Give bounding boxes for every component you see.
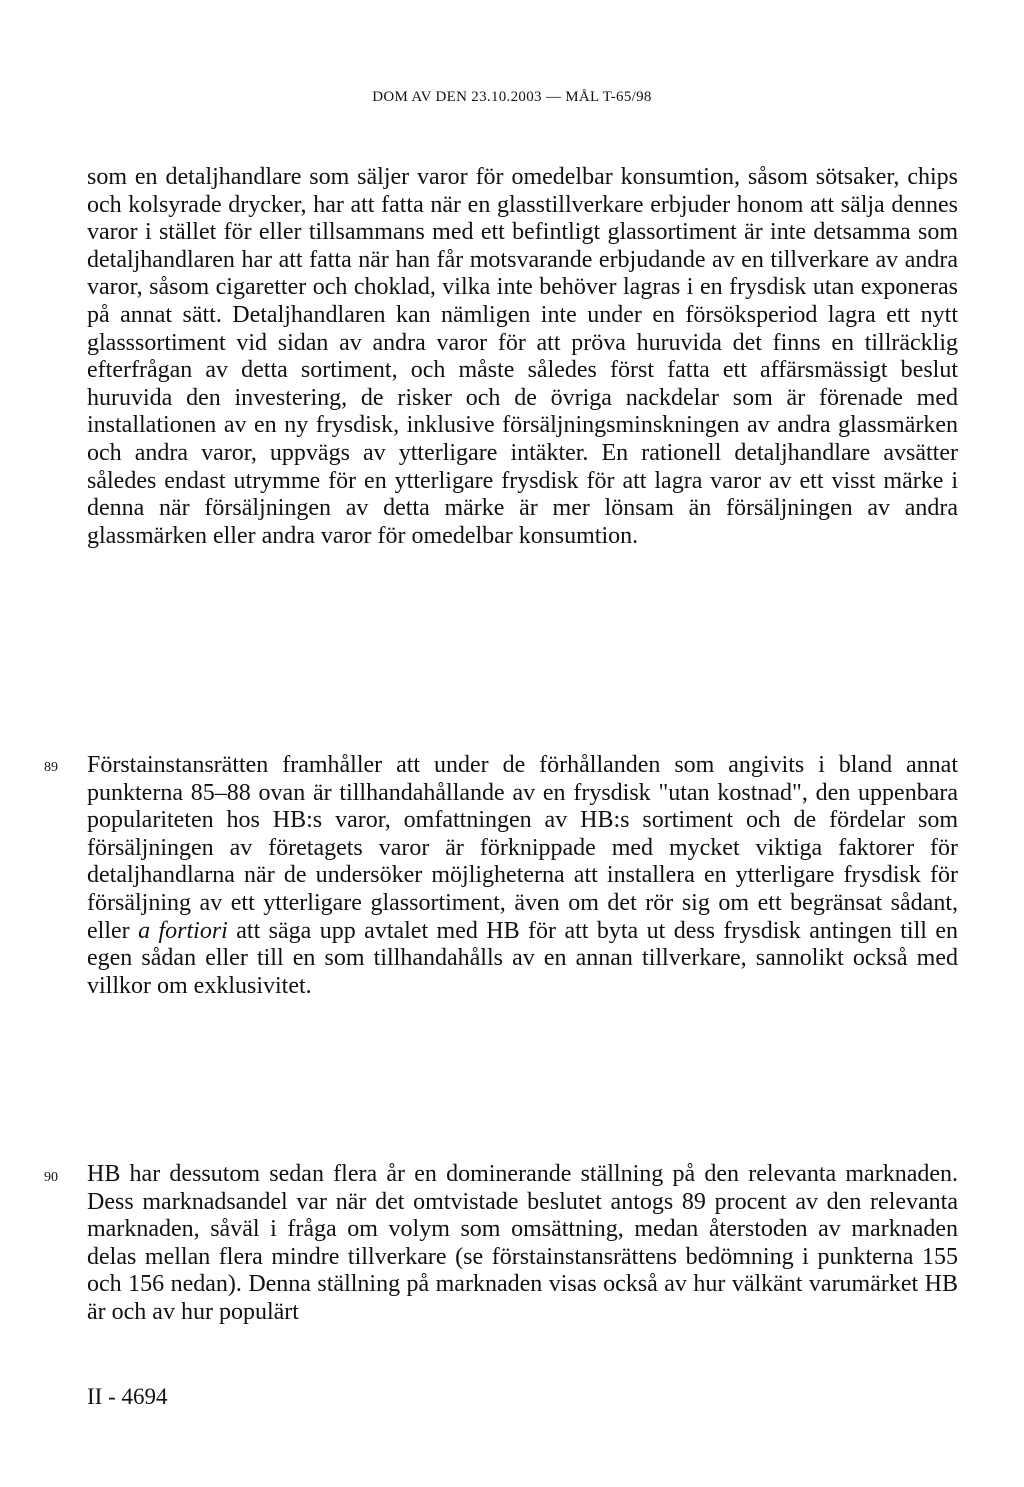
paragraph-continuation: som en detaljhandlare som säljer varor för omedelbar konsumtion, såsom sötsaker, chips och kolsyrade drycker, har att fatta när en glasstillverkare erbjuder honom att sälja dennes varor i stället för eller tillsammans med ett befintligt glassortiment är inte detsamma som detaljhandlaren har att fatta när han får motsvarande erbjudande av en tillverkare av andra varor, såsom cigaretter och choklad, vilka inte behöver lagras i en frysdisk utan exponeras på annat sätt. Detaljhandlaren kan nämligen inte under en försöksperiod lagra ett nytt glasssortiment vid sidan av andra varor för att pröva huruvida det finns en tillräcklig efterfrågan av detta sortiment, och måste således först fatta ett affärsmässigt beslut huruvida den investering, de risker och de övriga nackdelar som är förenade med installationen av en ny frysdisk, inklusive försäljningsminskningen av andra glassmärken och andra varor, uppvägs av ytterligare intäkter. En rationell detaljhandlare avsätter således endast utrymme för en ytterligare frysdisk för att lagra varor av ett visst märke i denna när försäljningen av detta märke är mer lönsam än försäljningen av andra glassmärken eller andra varor för omedelbar konsumtion. (87, 164, 958, 549)
paragraph-number: 89 (44, 760, 58, 775)
paragraph-89 (87, 752, 958, 1000)
running-header: DOM AV DEN 23.10.2003 — MÅL T-65/98 (372, 89, 652, 105)
paragraph-89-text-end: att säga upp avtalet med HB för att byta ut dess frysdisk antingen till en egen sådan eller till en som tillhandahålls av en annan tillverkare, sannolikt också med villkor om exklusivitet. (87, 917, 959, 999)
paragraph-number: 90 (44, 1170, 58, 1185)
paragraph-90: HB har dessutom sedan flera år en dominerande ställning på den relevanta marknaden. Dess marknadsandel var när det omtvistade beslutet antogs 89 procent av den relevanta marknaden, såväl i fråga om volym som omsättning, medan återstoden av marknaden delas mellan flera mindre tillverkare (se förstainstansrättens bedömning i punkterna 155 och 156 nedan). Denna ställning på marknaden visas också av hur välkänt varumärket HB är och av hur populärt (87, 1161, 958, 1325)
paragraph-89-text-start: Förstainstansrätten framhåller att under de förhållanden som angivits i bland annat punkterna 85–88 ovan är tillhandahållande av en frysdisk "utan kostnad", den uppenbara populariteten hos HB:s varor, omfattningen av HB:s sortiment och de fördelar som försäljningen av företagets varor är förknippade med mycket viktiga faktorer för detaljhandlarna när de undersöker möjligheterna att installera en ytterligare frysdisk för försäljning av ett ytterligare glassortiment, även om det rör sig om ett begränsat sådant, eller (87, 752, 958, 944)
latin-phrase: a fortiori (138, 917, 228, 944)
page-number: II - 4694 (87, 1384, 168, 1409)
